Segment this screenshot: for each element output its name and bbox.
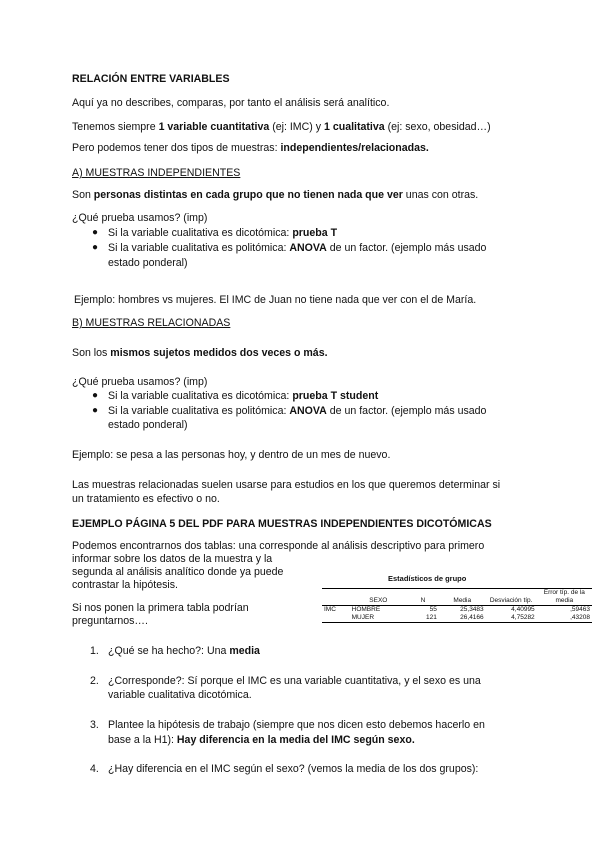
bullet-icon: ● xyxy=(92,390,99,401)
section-a-bullet-1: Si la variable cualitativa es dicotómica: prueba T xyxy=(108,227,338,239)
example-para-line-4: contrastar la hipótesis. xyxy=(72,579,178,591)
stats-cell-media: 26,4166 xyxy=(439,614,486,623)
list-item-number: 4. xyxy=(90,763,99,775)
stats-table-title: Estadísticos de grupo xyxy=(388,574,467,583)
section-b-bullet-2-cont: estado ponderal) xyxy=(108,419,188,431)
stats-cell-var: IMC xyxy=(324,606,336,613)
stats-header-n: N xyxy=(407,589,439,606)
list-item-cont: variable cualitativa dicotómica. xyxy=(108,689,252,701)
stats-cell-desv: 4,40995 xyxy=(511,606,535,613)
bullet-icon: ● xyxy=(92,405,99,416)
bullet-icon: ● xyxy=(92,242,99,253)
section-b-heading: B) MUESTRAS RELACIONADAS xyxy=(72,317,231,329)
stats-cell-desv: 4,75282 xyxy=(486,614,537,623)
list-item-number: 2. xyxy=(90,675,99,687)
section-b-example: Ejemplo: se pesa a las personas hoy, y dentro de un mes de nuevo. xyxy=(72,449,391,461)
variables-line: Tenemos siempre 1 variable cuantitativa (ej: IMC) y 1 cualitativa (ej: sexo, obesidad…) xyxy=(72,121,491,133)
stats-table xyxy=(322,588,592,623)
stats-cell-sexo: HOMBRE xyxy=(351,606,381,613)
section-b-bullet-1: Si la variable cualitativa es dicotómica: prueba T student xyxy=(108,390,379,402)
stats-header-error: Error típ. de la media xyxy=(537,589,592,606)
table-row xyxy=(322,614,592,623)
section-b-note-line-2: un tratamiento es efectivo o no. xyxy=(72,493,220,505)
list-item: ¿Qué se ha hecho?: Una media xyxy=(108,645,260,657)
stats-cell-sexo: MUJER xyxy=(350,614,407,623)
stats-cell-media: 25,3483 xyxy=(460,606,484,613)
stats-cell-var xyxy=(322,614,350,623)
stats-cell-error: ,43208 xyxy=(537,614,592,623)
bullet-icon: ● xyxy=(92,227,99,238)
section-a-bullet-2: Si la variable cualitativa es politómica: ANOVA de un factor. (ejemplo más usado xyxy=(108,242,487,254)
sample-types-line: Pero podemos tener dos tipos de muestras: independientes/relacionadas. xyxy=(72,142,429,154)
section-b-question: ¿Qué prueba usamos? (imp) xyxy=(72,376,208,388)
section-a-example: Ejemplo: hombres vs mujeres. El IMC de Juan no tiene nada que ver con el de María. xyxy=(74,294,477,306)
list-item: ¿Corresponde?: Sí porque el IMC es una variable cuantitativa, y el sexo es una xyxy=(108,675,481,687)
stats-header-sexo: SEXO xyxy=(350,589,407,606)
stats-cell-n: 121 xyxy=(407,614,439,623)
list-item: ¿Hay diferencia en el IMC según el sexo? (vemos la media de los dos grupos): xyxy=(108,763,479,775)
stats-cell-n: 55 xyxy=(429,606,437,613)
example-para-line-1: Podemos encontrarnos dos tablas: una corresponde al análisis descriptivo para primero xyxy=(72,540,485,552)
section-a-bullet-2-cont: estado ponderal) xyxy=(108,257,188,269)
list-item-number: 3. xyxy=(90,719,99,731)
section-b-definition: Son los mismos sujetos medidos dos veces o más. xyxy=(72,347,328,359)
table-row xyxy=(322,606,592,615)
list-item-number: 1. xyxy=(90,645,99,657)
example-question-line-2: preguntarnos…. xyxy=(72,615,148,627)
stats-header-var xyxy=(322,589,350,606)
section-a-heading: A) MUESTRAS INDEPENDIENTES xyxy=(72,167,241,179)
stats-cell-error: ,59463 xyxy=(570,606,590,613)
stats-header-media: Media xyxy=(439,589,486,606)
section-a-question: ¿Qué prueba usamos? (imp) xyxy=(72,212,208,224)
section-a-definition: Son personas distintas en cada grupo que no tienen nada que ver unas con otras. xyxy=(72,189,479,201)
list-item-cont: base a la H1): Hay diferencia en la media del IMC según sexo. xyxy=(108,734,415,746)
intro-text: Aquí ya no describes, comparas, por tanto el análisis será analítico. xyxy=(72,97,390,109)
stats-header-desv: Desviación típ. xyxy=(486,589,537,606)
page-title: RELACIÓN ENTRE VARIABLES xyxy=(72,73,230,85)
example-para-line-2: informar sobre los datos de la muestra y la xyxy=(72,553,273,565)
example-heading: EJEMPLO PÁGINA 5 DEL PDF PARA MUESTRAS INDEPENDIENTES DICOTÓMICAS xyxy=(72,518,492,530)
example-question-line-1: Si nos ponen la primera tabla podrían xyxy=(72,602,249,614)
example-para-line-3: segunda al análisis analítico donde ya puede xyxy=(72,566,284,578)
section-b-note-line-1: Las muestras relacionadas suelen usarse para estudios en los que queremos determinar si xyxy=(72,479,501,491)
section-b-bullet-2: Si la variable cualitativa es politómica: ANOVA de un factor. (ejemplo más usado xyxy=(108,405,487,417)
list-item: Plantee la hipótesis de trabajo (siempre que nos dicen esto debemos hacerlo en xyxy=(108,719,485,731)
